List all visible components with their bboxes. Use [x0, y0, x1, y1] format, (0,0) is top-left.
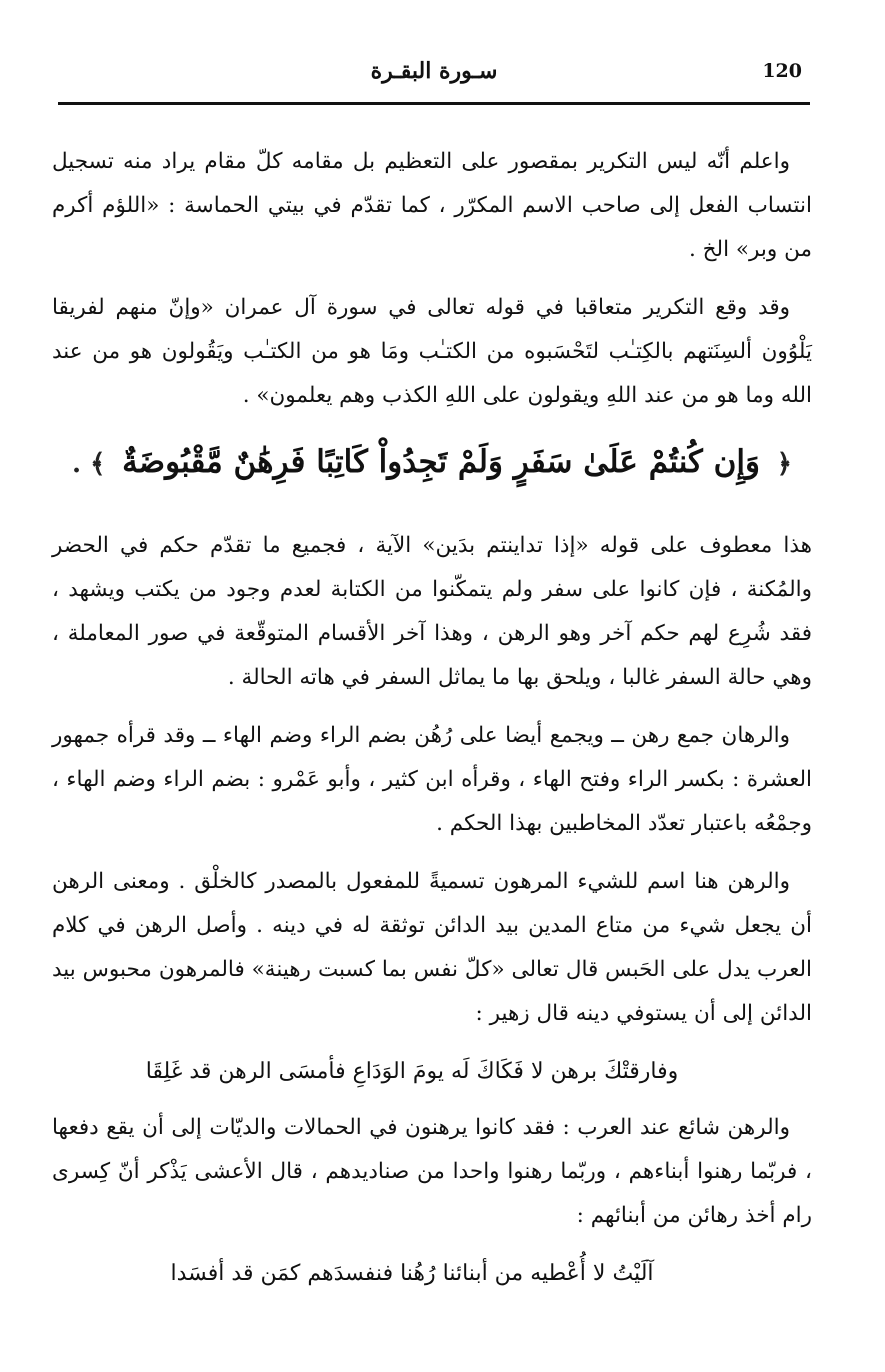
page-body [52, 140, 812, 1308]
paragraph-2: وقد وقع التكرير متعاقبا في قوله تعالى في سورة آل عمران «وإنّ منهم لفريقا يَلْوُون ألسِنَتهم بالكِتـٰب لتَحْسَبوه من الكتـٰب ومَا هو من الكتـٰب ويَقُولون هو من عند الله وما هو من عند اللهِ ويقولون على اللهِ الكذب وهم يعلمون» . [52, 295, 812, 408]
running-title: سـورة البقـرة [370, 58, 498, 84]
paragraph-4: والرهان جمع رهن ــ ويجمع أيضا على رُهُن بضم الراء وضم الهاء ــ وقد قرأه جمهور العشرة : بكسر الراء وفتح الهاء ، وقرأه ابن كثير ، وأبو عَمْرو : بضم الراء وضم الهاء ، وجمْعُه باعتبار تعدّد المخاطبين بهذا الحكم . [52, 723, 812, 836]
page-header [58, 58, 810, 98]
paragraph-6: والرهن شائع عند العرب : فقد كانوا يرهنون في الحمالات والديّات إلى أن يقع دفعها ، فربّما رهنوا أبناءهم ، وربّما رهنوا واحدا من صناديدهم ، قال الأعشى يَذْكر أنّ كِسرى رام أخذ رهائن من أبنائهم : [52, 1115, 812, 1228]
paragraph-1: واعلم أنّه ليس التكرير بمقصور على التعظيم بل مقامه كلّ مقام يراد منه تسجيل انتساب الفعل إلى صاحب الاسم المكرّر ، كما تقدّم في بيتي الحماسة : «اللؤم أكرم من وبر» الخ . [52, 149, 812, 262]
poem-line-asha: آلَيْتُ لا أُعْطيه من أبنائنا رُهُنا فنفسدَهم كمَن قد أفسَدا [170, 1261, 654, 1286]
quran-verse [52, 432, 812, 494]
verse-text: وَإِن كُنتُمْ عَلَىٰ سَفَرٍ وَلَمْ تَجِدُواْ كَاتِبًا فَرِهَٰنٌ مَّقْبُوضَةٌ [122, 444, 760, 480]
page-number: 120 [762, 60, 802, 82]
header-rule [58, 102, 810, 105]
verse-open-bracket: ﴿ [776, 449, 792, 479]
paragraph-5: والرهن هنا اسم للشيء المرهون تسميةً للمفعول بالمصدر كالخلْق . ومعنى الرهن أن يجعل شيء من متاع المدين بيد الدائن توثقة له في دينه . وأصل الرهن في كلام العرب يدل على الحَبس قال تعالى «كلّ نفس بما كسبت رهينة» فالمرهون محبوس بيد الدائن إلى أن يستوفي دينه قال زهير : [52, 869, 812, 1026]
poem-line-zuhayr: وفارقتْكَ برهن لا فَكَاكَ لَه يومَ الوَدَاعِ فأمسَى الرهن قد غَلِقَا [145, 1059, 679, 1084]
verse-close-bracket: ﴾ . [72, 449, 106, 479]
paragraph-3: هذا معطوف على قوله «إذا تداينتم بدَين» الآية ، فجميع ما تقدّم حكم في الحضر والمُكنة ، فإن كانوا على سفر ولم يتمكّنوا من الكتابة لعدم وجود من يكتب ويشهد ، فقد شُرِع لهم حكم آخر وهو الرهن ، وهذا آخر الأقسام المتوقّعة في صور المعاملة ، وهي حالة السفر غالبا ، ويلحق بها ما يماثل السفر في هاته الحالة . [52, 533, 812, 690]
